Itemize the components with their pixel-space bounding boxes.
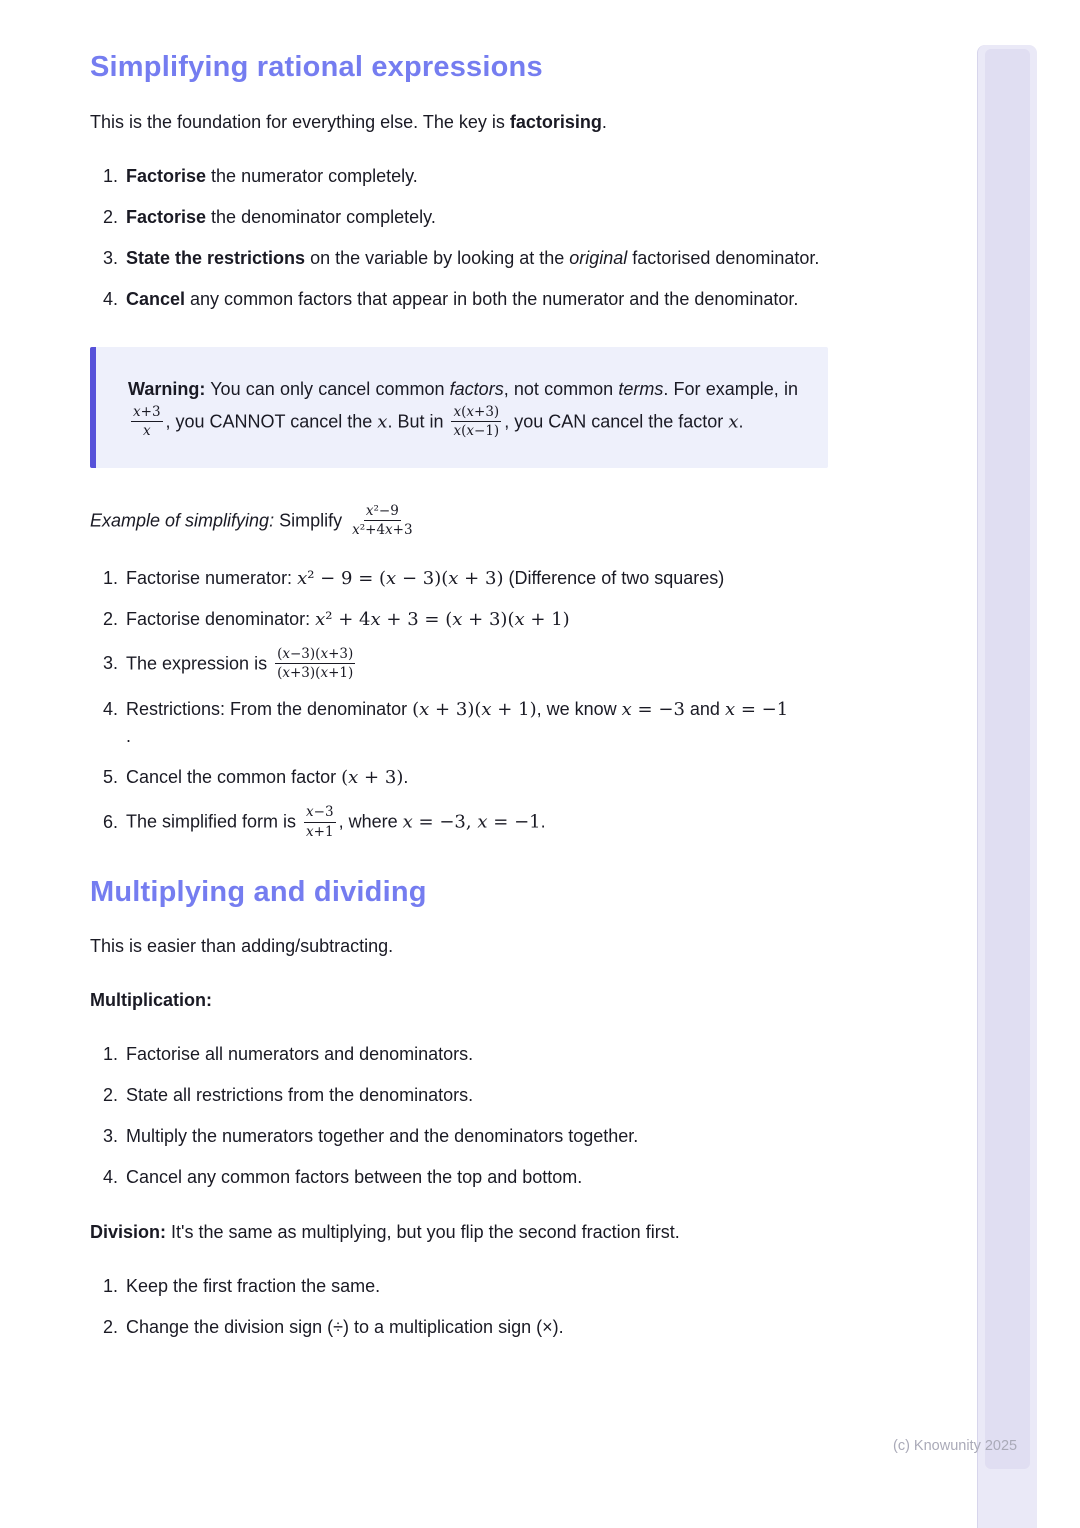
callout-text — [128, 374, 798, 441]
text-run: x = −3 — [621, 699, 685, 721]
list-item — [123, 286, 934, 313]
text-run: the numerator completely. — [206, 165, 418, 186]
text-run: . — [601, 111, 607, 132]
text-run: Cancel — [126, 288, 186, 309]
text-run: State all restrictions from the denominators. — [126, 1085, 474, 1106]
text-run: Cancel any common factors between the top and bottom. — [126, 1167, 583, 1188]
text-run: the denominator completely. — [206, 206, 436, 227]
text-run: Factorise numerator: — [126, 567, 298, 588]
list-item — [123, 245, 934, 272]
text-run: Simplify — [274, 510, 348, 530]
ordered-list — [90, 565, 934, 841]
list-item — [123, 204, 934, 231]
paragraph — [90, 933, 934, 961]
text-run: factorised denominator. — [627, 247, 820, 268]
text-run: . — [126, 726, 132, 747]
text-run: State the restrictions — [126, 247, 306, 268]
text-run: on the variable by looking at the — [305, 247, 570, 268]
text-run: Factorise denominator: — [126, 608, 316, 629]
list-item — [123, 805, 934, 840]
text-run: x — [728, 411, 739, 433]
text-run: x = −3, x = −1 — [402, 811, 541, 833]
section-heading: Multiplying and dividing — [90, 875, 427, 908]
warning-callout — [90, 347, 828, 468]
section-heading: Simplifying rational expressions — [90, 51, 543, 83]
text-run: . But in — [387, 411, 449, 432]
text-run: Division: — [90, 1222, 167, 1243]
text-run: x² − 9 = (x − 3)(x + 3) — [297, 567, 504, 589]
math-fraction: $\frac{x+3}{x}$ — [133, 404, 161, 440]
text-run: x — [377, 411, 388, 433]
ordered-list — [90, 1041, 934, 1191]
text-run: Multiplication: — [90, 990, 212, 1011]
text-run: and — [684, 699, 725, 720]
math-fraction: $\frac{x-3}{x+1}$ — [306, 804, 334, 840]
math-fraction: $\frac{x(x+3)}{x(x-1)}$ — [453, 404, 500, 440]
text-run: any common factors that appear in both the numerator and the denominator. — [185, 288, 799, 309]
paragraph — [90, 1219, 934, 1247]
text-run: . For example, in — [663, 378, 798, 399]
text-run: Cancel the common factor — [126, 767, 342, 788]
text-run: Warning: — [128, 378, 206, 399]
text-run: (x + 3) — [341, 767, 404, 789]
list-item — [123, 1273, 934, 1300]
text-run: factors — [449, 378, 504, 399]
list-item — [123, 163, 934, 190]
text-run: x² + 4x + 3 = (x + 3)(x + 1) — [315, 608, 570, 630]
ordered-list — [90, 163, 934, 313]
text-run: Factorise — [126, 206, 207, 227]
list-item — [123, 764, 934, 791]
text-run: The simplified form is — [126, 811, 302, 832]
list-item — [123, 1314, 934, 1341]
text-run: x = −1 — [724, 699, 789, 721]
text-run: . — [540, 811, 546, 832]
list-item — [123, 647, 934, 682]
text-run: original — [569, 247, 628, 268]
scrollbar-track[interactable] — [977, 45, 1037, 1528]
text-run: (Difference of two squares) — [503, 567, 725, 588]
list-item — [123, 696, 934, 750]
paragraph — [90, 504, 934, 539]
list-item — [123, 606, 934, 633]
text-run: , you CAN cancel the factor — [504, 411, 729, 432]
text-run: Multiply the numerators together and the denominators together. — [126, 1126, 639, 1147]
copyright-footer: (c) Knowunity 2025 — [893, 1438, 1018, 1454]
text-run: , not common — [503, 378, 619, 399]
math-fraction: $\frac{(x-3)(x+3)}{(x+3)(x+1)}$ — [277, 645, 354, 682]
list-item — [123, 565, 934, 592]
list-item — [123, 1164, 934, 1191]
text-run: You can only cancel common — [205, 378, 450, 399]
text-run: The expression is — [126, 653, 273, 674]
paragraph — [90, 987, 934, 1015]
text-run: Example of simplifying: — [90, 510, 275, 530]
list-item — [123, 1041, 934, 1068]
text-run: Factorise — [126, 165, 207, 186]
text-run: (x + 3)(x + 1) — [412, 699, 537, 721]
text-run: terms — [618, 378, 664, 399]
paragraph — [90, 109, 934, 137]
text-run: This is easier than adding/subtracting. — [90, 936, 394, 957]
list-item — [123, 1082, 934, 1109]
text-run: , we know — [536, 699, 622, 720]
math-fraction: $\frac{\text{x²−9}}{\text{x²+4x+3}}$ — [352, 502, 413, 538]
ordered-list — [90, 1273, 934, 1341]
list-item — [123, 1123, 934, 1150]
text-run: Keep the first fraction the same. — [126, 1276, 381, 1297]
scrollbar-thumb[interactable] — [985, 49, 1030, 1469]
text-run: . — [403, 767, 409, 788]
text-run: , you CANNOT cancel the — [165, 411, 378, 432]
text-run: . — [738, 411, 744, 432]
text-run: , where — [338, 811, 403, 832]
document-content — [90, 50, 934, 1369]
text-run: This is the foundation for everything else. The key is — [90, 111, 510, 132]
text-run: Change the division sign (÷) to a multiplication sign (×). — [126, 1317, 564, 1338]
text-run: factorising — [509, 111, 602, 132]
text-run: Restrictions: From the denominator — [126, 699, 413, 720]
text-run: It's the same as multiplying, but you flip the second fraction first. — [166, 1222, 680, 1243]
text-run: Factorise all numerators and denominators. — [126, 1044, 474, 1065]
